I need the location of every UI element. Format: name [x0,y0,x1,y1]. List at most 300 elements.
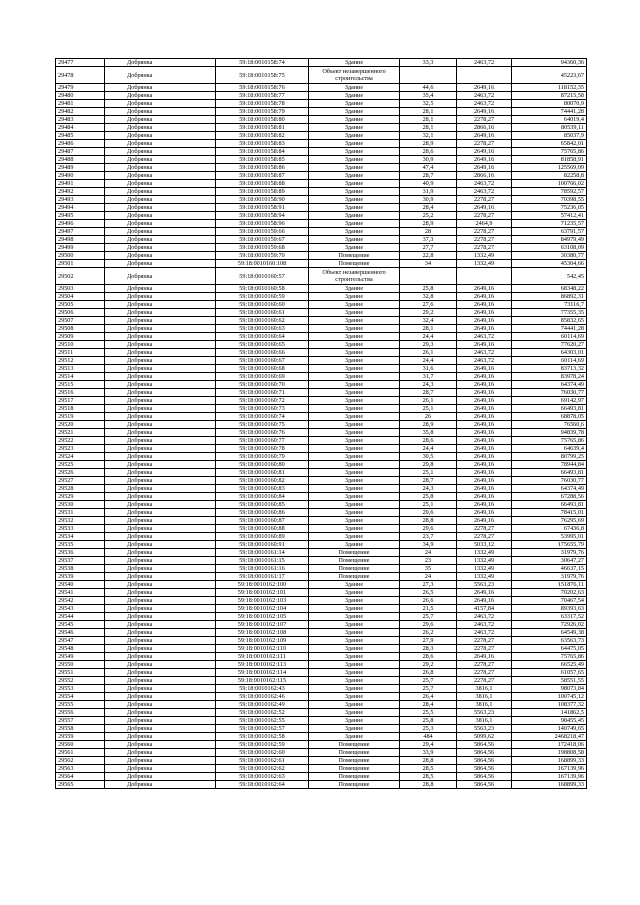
rate-cell: 2463,72 [457,180,512,188]
row-number-cell: 29513 [56,365,105,373]
object-type-cell: Помещение [309,557,400,565]
cadastral-number-cell: 59:18:0010158:79 [216,108,309,116]
rate-cell: 2649,16 [457,493,512,501]
area-cell: 32,5 [400,100,457,108]
table-row [56,573,587,581]
city-cell: Добрянка [105,389,216,397]
row-number-cell: 29524 [56,453,105,461]
city-cell: Добрянка [105,357,216,365]
cadastral-number-cell: 59:18:0010162:43 [216,685,309,693]
rate-cell: 2278,27 [457,244,512,252]
row-number-cell: 29522 [56,437,105,445]
value-cell: 61057,65 [512,669,587,677]
row-number-cell: 29541 [56,589,105,597]
table-row [56,749,587,757]
object-type-cell: Здание [309,132,400,140]
city-cell: Добрянка [105,589,216,597]
value-cell: 85832,65 [512,317,587,325]
object-type-cell: Здание [309,397,400,405]
table-row [56,212,587,220]
city-cell: Добрянка [105,541,216,549]
area-cell: 28,7 [400,477,457,485]
city-cell: Добрянка [105,685,216,693]
cadastral-number-cell: 59:18:0010160:108 [216,260,309,268]
table-row [56,541,587,549]
table-row [56,301,587,309]
value-cell: 57412,41 [512,212,587,220]
city-cell: Добрянка [105,252,216,260]
rate-cell: 2649,16 [457,437,512,445]
value-cell: 76030,77 [512,477,587,485]
rate-cell: 2278,27 [457,196,512,204]
object-type-cell: Здание [309,341,400,349]
area-cell: 44,6 [400,84,457,92]
value-cell: 66493,81 [512,501,587,509]
area-cell: 28,5 [400,765,457,773]
cadastral-number-cell: 59:18:0010158:88 [216,180,309,188]
cadastral-number-cell: 59:18:0010162:55 [216,717,309,725]
cadastral-number-cell: 59:18:0010160:62 [216,317,309,325]
rate-cell [457,67,512,84]
rate-cell: 5864,56 [457,749,512,757]
rate-cell: 2278,27 [457,661,512,669]
city-cell: Добрянка [105,116,216,124]
row-number-cell: 29503 [56,285,105,293]
object-type-cell: Здание [309,661,400,669]
rate-cell: 2463,72 [457,357,512,365]
cadastral-number-cell: 59:18:0010160:64 [216,333,309,341]
city-cell: Добрянка [105,781,216,789]
city-cell: Добрянка [105,236,216,244]
city-cell: Добрянка [105,629,216,637]
table-row [56,589,587,597]
cadastral-number-cell: 59:18:0010158:96 [216,220,309,228]
area-cell: 29,6 [400,509,457,517]
object-type-cell: Здание [309,164,400,172]
object-type-cell: Здание [309,445,400,453]
value-cell: 63108,09 [512,244,587,252]
city-cell: Добрянка [105,100,216,108]
table-row [56,124,587,132]
city-cell: Добрянка [105,180,216,188]
cadastral-number-cell: 59:18:0010159:66 [216,228,309,236]
row-number-cell: 29480 [56,92,105,100]
city-cell: Добрянка [105,661,216,669]
object-type-cell: Здание [309,108,400,116]
cadastral-number-cell: 59:18:0010160:68 [216,365,309,373]
city-cell: Добрянка [105,469,216,477]
rate-cell: 2278,27 [457,212,512,220]
value-cell: 141862,5 [512,709,587,717]
city-cell: Добрянка [105,421,216,429]
row-number-cell: 29560 [56,741,105,749]
object-type-cell: Здание [309,669,400,677]
row-number-cell: 29525 [56,461,105,469]
row-number-cell: 29479 [56,84,105,92]
city-cell: Добрянка [105,709,216,717]
rate-cell: 2649,16 [457,164,512,172]
value-cell: 168899,33 [512,781,587,789]
area-cell: 29,8 [400,461,457,469]
value-cell: 78592,57 [512,188,587,196]
object-type-cell: Здание [309,421,400,429]
cadastral-number-cell: 59:18:0010158:84 [216,148,309,156]
row-number-cell: 29530 [56,501,105,509]
table-row [56,413,587,421]
table-row [56,437,587,445]
rate-cell: 2278,27 [457,228,512,236]
value-cell: 76030,77 [512,389,587,397]
value-cell: 100745,12 [512,693,587,701]
cadastral-number-cell: 59:18:0010160:70 [216,381,309,389]
value-cell: 45223,67 [512,67,587,84]
cadastral-number-cell: 59:18:0010160:63 [216,325,309,333]
object-type-cell: Здание [309,405,400,413]
rate-cell: 2463,72 [457,59,512,67]
table-row [56,108,587,116]
object-type-cell: Помещение [309,765,400,773]
table-row [56,405,587,413]
value-cell: 108377,32 [512,701,587,709]
area-cell: 25,8 [400,717,457,725]
row-number-cell: 29535 [56,541,105,549]
object-type-cell: Здание [309,493,400,501]
area-cell: 28 [400,228,457,236]
value-cell: 89393,63 [512,605,587,613]
object-type-cell: Помещение [309,781,400,789]
table-row [56,637,587,645]
area-cell: 24 [400,549,457,557]
object-type-cell: Здание [309,373,400,381]
object-type-cell: Здание [309,453,400,461]
area-cell: 35 [400,565,457,573]
value-cell: 125569,09 [512,164,587,172]
cadastral-number-cell: 59:18:0010160:85 [216,501,309,509]
object-type-cell: Здание [309,220,400,228]
rate-cell: 5563,23 [457,581,512,589]
table-row [56,228,587,236]
table-row [56,341,587,349]
value-cell: 80799,25 [512,453,587,461]
city-cell: Добрянка [105,637,216,645]
city-cell: Добрянка [105,341,216,349]
object-type-cell: Здание [309,589,400,597]
table-row [56,469,587,477]
city-cell: Добрянка [105,613,216,621]
value-cell: 75765,86 [512,437,587,445]
row-number-cell: 29527 [56,477,105,485]
cadastral-number-cell: 59:18:0010160:83 [216,485,309,493]
city-cell: Добрянка [105,653,216,661]
area-cell: 29,2 [400,309,457,317]
value-cell: 66493,81 [512,405,587,413]
table-row [56,693,587,701]
area-cell: 28,8 [400,757,457,765]
rate-cell: 1332,49 [457,549,512,557]
area-cell: 30,9 [400,196,457,204]
object-type-cell: Здание [309,693,400,701]
area-cell: 28,9 [400,421,457,429]
cadastral-number-cell: 59:18:0010160:58 [216,285,309,293]
cadastral-number-cell: 59:18:0010162:52 [216,709,309,717]
table-row [56,148,587,156]
value-cell: 2468218,47 [512,733,587,741]
row-number-cell: 29490 [56,172,105,180]
object-type-cell: Здание [309,485,400,493]
rate-cell: 2278,27 [457,116,512,124]
row-number-cell: 29532 [56,517,105,525]
object-type-cell: Здание [309,180,400,188]
cadastral-number-cell: 59:18:0010162:60 [216,749,309,757]
value-cell: 64374,49 [512,381,587,389]
object-type-cell: Здание [309,709,400,717]
area-cell: 28,1 [400,124,457,132]
rate-cell: 2649,16 [457,341,512,349]
value-cell: 70467,54 [512,597,587,605]
cadastral-number-cell: 59:18:0010162:61 [216,757,309,765]
value-cell: 78944,84 [512,461,587,469]
cadastral-number-cell: 59:18:0010161:16 [216,565,309,573]
area-cell: 24,4 [400,357,457,365]
area-cell: 28,9 [400,220,457,228]
rate-cell: 2649,16 [457,485,512,493]
value-cell: 74441,28 [512,325,587,333]
value-cell: 66493,81 [512,469,587,477]
table-row [56,733,587,741]
rate-cell: 2278,27 [457,533,512,541]
table-row [56,525,587,533]
value-cell: 167139,96 [512,773,587,781]
table-row [56,309,587,317]
cadastral-number-cell: 59:18:0010158:74 [216,59,309,67]
city-cell: Добрянка [105,501,216,509]
table-row [56,501,587,509]
city-cell: Добрянка [105,285,216,293]
row-number-cell: 29501 [56,260,105,268]
table-row [56,333,587,341]
value-cell: 84979,49 [512,236,587,244]
table-row [56,196,587,204]
value-cell: 76560,6 [512,421,587,429]
object-type-cell: Здание [309,301,400,309]
table-row [56,164,587,172]
city-cell: Добрянка [105,301,216,309]
cadastral-number-cell: 59:18:0010160:82 [216,477,309,485]
value-cell: 67436,8 [512,525,587,533]
city-cell: Добрянка [105,260,216,268]
rate-cell: 2649,16 [457,589,512,597]
city-cell: Добрянка [105,581,216,589]
rate-cell: 2649,16 [457,397,512,405]
rate-cell: 5864,56 [457,773,512,781]
cadastral-number-cell: 59:18:0010161:15 [216,557,309,565]
table-row [56,493,587,501]
value-cell: 46637,15 [512,565,587,573]
object-type-cell: Здание [309,541,400,549]
object-type-cell: Здание [309,140,400,148]
area-cell: 29,6 [400,621,457,629]
row-number-cell: 29519 [56,413,105,421]
table-row [56,677,587,685]
city-cell: Добрянка [105,413,216,421]
row-number-cell: 29499 [56,244,105,252]
area-cell: 25,3 [400,725,457,733]
table-row [56,365,587,373]
city-cell: Добрянка [105,765,216,773]
table-row [56,565,587,573]
value-cell: 60114,69 [512,333,587,341]
table-row [56,373,587,381]
cadastral-number-cell: 59:18:0010160:72 [216,397,309,405]
table-row [56,429,587,437]
area-cell: 33,9 [400,749,457,757]
city-cell: Добрянка [105,565,216,573]
value-cell: 63563,73 [512,637,587,645]
row-number-cell: 29478 [56,67,105,84]
area-cell [400,67,457,84]
value-cell: 167139,96 [512,765,587,773]
area-cell: 26,2 [400,629,457,637]
area-cell: 24,4 [400,445,457,453]
table-row [56,741,587,749]
row-number-cell: 29563 [56,765,105,773]
cadastral-number-cell: 59:18:0010162:103 [216,597,309,605]
city-cell: Добрянка [105,725,216,733]
area-cell: 29,3 [400,341,457,349]
rate-cell: 1332,49 [457,573,512,581]
object-type-cell: Здание [309,100,400,108]
row-number-cell: 29528 [56,485,105,493]
object-type-cell: Здание [309,285,400,293]
cadastral-number-cell: 59:18:0010162:107 [216,621,309,629]
cadastral-number-cell: 59:18:0010162:111 [216,653,309,661]
cadastral-number-cell: 59:18:0010159:67 [216,236,309,244]
row-number-cell: 29521 [56,429,105,437]
object-type-cell: Здание [309,469,400,477]
rate-cell: 2649,16 [457,429,512,437]
table-row [56,653,587,661]
row-number-cell: 29488 [56,156,105,164]
rate-cell: 2649,16 [457,301,512,309]
cadastral-number-cell: 59:18:0010160:80 [216,461,309,469]
area-cell: 27,9 [400,637,457,645]
rate-cell: 2649,16 [457,453,512,461]
value-cell: 30380,77 [512,252,587,260]
row-number-cell: 29550 [56,661,105,669]
area-cell: 26,6 [400,597,457,605]
city-cell: Добрянка [105,741,216,749]
table-row [56,59,587,67]
area-cell: 26,1 [400,349,457,357]
rate-cell: 2649,16 [457,365,512,373]
object-type-cell: Помещение [309,565,400,573]
cadastral-number-cell: 59:18:0010160:77 [216,437,309,445]
cadastral-number-cell: 59:18:0010158:81 [216,124,309,132]
city-cell: Добрянка [105,333,216,341]
value-cell: 172418,06 [512,741,587,749]
row-number-cell: 29477 [56,59,105,67]
object-type-cell: Здание [309,172,400,180]
value-cell: 100766,02 [512,180,587,188]
object-type-cell: Здание [309,349,400,357]
row-number-cell: 29558 [56,725,105,733]
area-cell: 26 [400,413,457,421]
cadastral-number-cell: 59:18:0010162:46 [216,693,309,701]
area-cell: 24,3 [400,485,457,493]
city-cell: Добрянка [105,677,216,685]
value-cell: 98455,45 [512,717,587,725]
area-cell: 25,8 [400,285,457,293]
cadastral-number-cell: 59:18:0010160:75 [216,421,309,429]
rate-cell: 2464,9 [457,220,512,228]
object-type-cell: Здание [309,365,400,373]
rate-cell: 2649,16 [457,477,512,485]
object-type-cell: Здание [309,212,400,220]
area-cell: 23,7 [400,533,457,541]
object-type-cell: Здание [309,677,400,685]
cadastral-number-cell: 59:18:0010162:109 [216,637,309,645]
city-cell: Добрянка [105,669,216,677]
object-type-cell: Здание [309,597,400,605]
area-cell: 47,4 [400,164,457,172]
rate-cell: 2649,16 [457,517,512,525]
cadastral-number-cell: 59:18:0010160:86 [216,509,309,517]
rate-cell: 5864,56 [457,765,512,773]
table-row [56,461,587,469]
city-cell: Добрянка [105,437,216,445]
city-cell: Добрянка [105,757,216,765]
area-cell: 28,8 [400,781,457,789]
object-type-cell: Здание [309,357,400,365]
area-cell: 28,6 [400,653,457,661]
object-type-cell: Здание [309,685,400,693]
object-type-cell: Здание [309,525,400,533]
table-row [56,349,587,357]
value-cell: 69142,97 [512,397,587,405]
table-row [56,757,587,765]
value-cell: 68348,22 [512,285,587,293]
object-type-cell: Здание [309,733,400,741]
table-row [56,244,587,252]
rate-cell: 2649,16 [457,309,512,317]
area-cell: 32,4 [400,317,457,325]
row-number-cell: 29483 [56,116,105,124]
object-type-cell: Здание [309,381,400,389]
cadastral-number-cell: 59:18:0010158:94 [216,212,309,220]
area-cell: 31,9 [400,188,457,196]
object-type-cell: Здание [309,236,400,244]
area-cell: 25,5 [400,709,457,717]
object-type-cell: Здание [309,621,400,629]
city-cell: Добрянка [105,212,216,220]
object-type-cell: Помещение [309,260,400,268]
row-number-cell: 29481 [56,100,105,108]
object-type-cell: Объект незавершенного строительства [309,268,400,285]
row-number-cell: 29502 [56,268,105,285]
value-cell: 60114,69 [512,357,587,365]
table-row [56,453,587,461]
property-table [55,58,587,789]
cadastral-number-cell: 59:18:0010162:59 [216,741,309,749]
cadastral-number-cell: 59:18:0010162:113 [216,661,309,669]
area-cell: 24 [400,573,457,581]
value-cell: 80539,11 [512,124,587,132]
rate-cell: 2463,72 [457,333,512,341]
object-type-cell: Здание [309,717,400,725]
cadastral-number-cell: 59:18:0010160:88 [216,525,309,533]
area-cell: 34 [400,260,457,268]
table-row [56,132,587,140]
